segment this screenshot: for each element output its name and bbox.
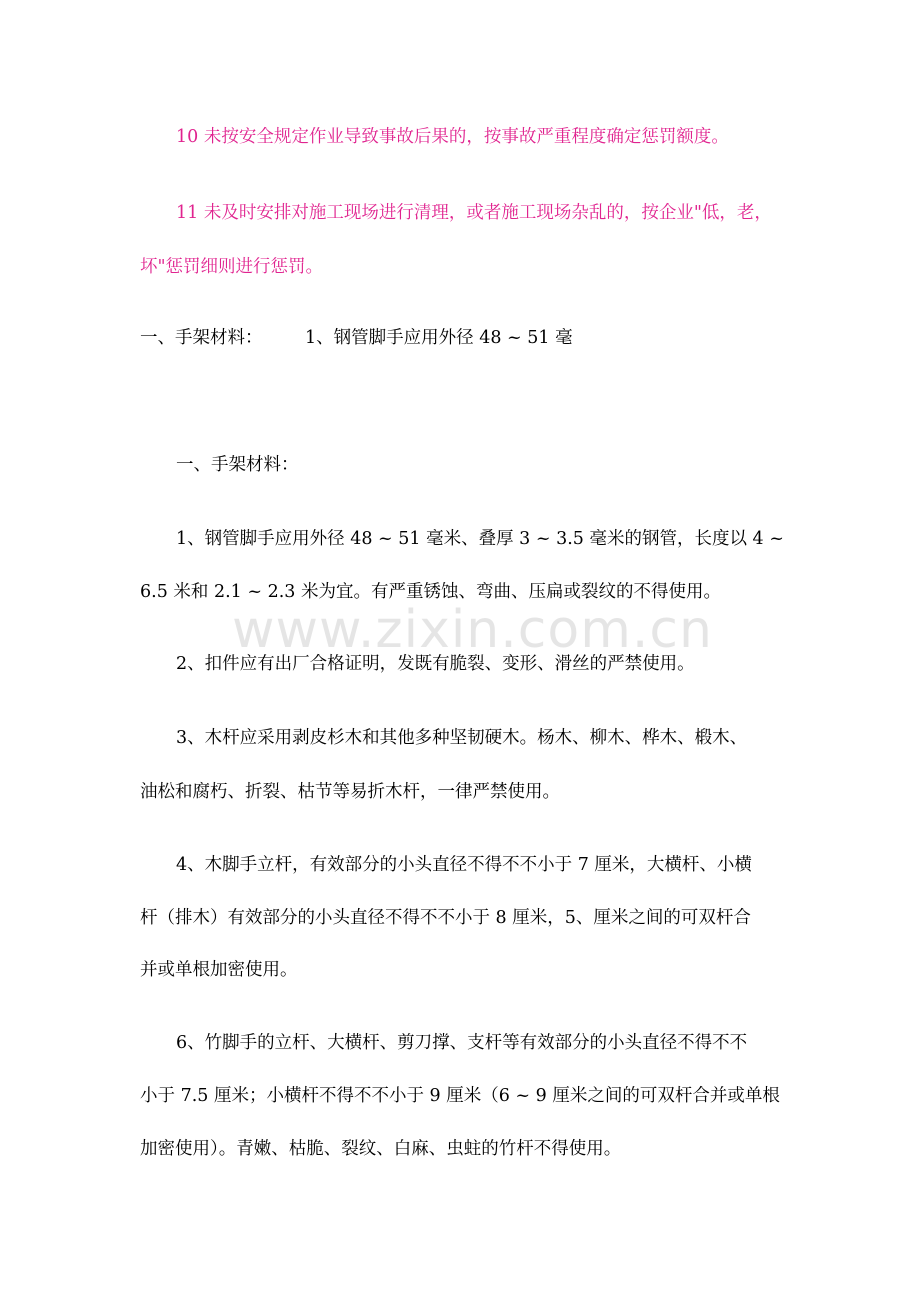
item-11-line-2: 坏"惩罚细则进行惩罚。: [140, 257, 324, 277]
paragraph-4-line-2: 杆（排木）有效部分的小头直径不得不不小于 8 厘米，5、厘米之间的可双杆合: [140, 908, 751, 928]
paragraph-3-line-2: 油松和腐朽、折裂、枯节等易折木杆，一律严禁使用。: [140, 782, 560, 802]
paragraph-1-line-2: 6.5 米和 2.1 ~ 2.3 米为宜。有严重锈蚀、弯曲、压扁或裂纹的不得使用。: [140, 582, 721, 602]
paragraph-3-line-1: 3、木杆应采用剥皮杉木和其他多种坚韧硬木。杨木、柳木、桦木、椴木、: [176, 728, 748, 748]
item-10-text: 10 未按安全规定作业导致事故后果的，按事故严重程度确定惩罚额度。: [176, 127, 729, 147]
toc-subitem: 1、钢管脚手应用外径 48 ~ 51 毫: [305, 328, 573, 348]
toc-heading: 一、手架材料：: [140, 328, 263, 348]
paragraph-6-line-2: 小于 7.5 厘米；小横杆不得不不小于 9 厘米（6 ~ 9 厘米之间的可双杆合并或单根: [140, 1086, 780, 1106]
paragraph-4-line-1: 4、木脚手立杆，有效部分的小头直径不得不不小于 7 厘米，大横杆、小横: [176, 855, 752, 875]
paragraph-1-line-1: 1、钢管脚手应用外径 48 ~ 51 毫米、叠厚 3 ~ 3.5 毫米的钢管，长度以 4 ~: [176, 529, 784, 549]
section-heading: 一、手架材料：: [176, 455, 299, 475]
paragraph-2-line-1: 2、扣件应有出厂合格证明，发既有脆裂、变形、滑丝的严禁使用。: [176, 654, 695, 674]
watermark-text: www.zixin.com.cn: [232, 600, 713, 660]
paragraph-6-line-3: 加密使用）。青嫩、枯脆、裂纹、白麻、虫蛀的竹杆不得使用。: [140, 1139, 622, 1159]
paragraph-6-line-1: 6、竹脚手的立杆、大横杆、剪刀撑、支杆等有效部分的小头直径不得不不: [176, 1033, 748, 1053]
item-11-line-1: 11 未及时安排对施工现场进行清理，或者施工现场杂乱的，按企业"低，老，: [176, 203, 772, 223]
paragraph-4-line-3: 并或单根加密使用。: [140, 960, 298, 980]
